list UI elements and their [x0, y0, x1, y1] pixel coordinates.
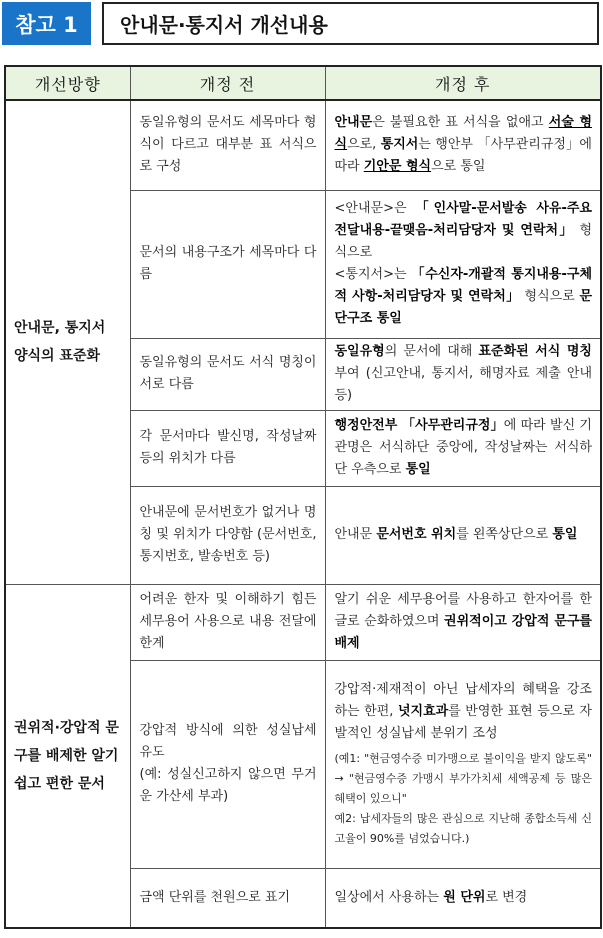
after-text: 문서번호 위치 — [376, 527, 457, 542]
before-text: 강압적 방식에 의한 성실납세 유도 — [139, 723, 317, 760]
after-cell — [325, 410, 601, 486]
after-text: 안내문 — [334, 115, 373, 131]
after-cell — [325, 584, 601, 660]
after-text: 서술 형식 — [334, 115, 593, 153]
after-text: 문단구조 통일 — [334, 289, 592, 326]
after-cell — [325, 486, 601, 584]
after-text: 를 반영한 표현 등으로 자발적인 성실납세 분위기 조성 — [334, 704, 592, 741]
column-header-before: 개정 전 — [130, 66, 325, 100]
before-text: (예: 성실신고하지 않으면 무거운 가산세 부과) — [139, 767, 317, 804]
after-text: 형식으로 — [334, 223, 592, 260]
table-header-row — [5, 66, 601, 100]
after-text: 은 불필요한 표 서식을 없애고 — [372, 115, 549, 131]
reference-badge: 참고 1 — [2, 2, 91, 45]
after-text: 통일 — [405, 462, 431, 477]
after-text: <안내문>은 — [334, 201, 416, 216]
after-text: 강압적·제재적이 아닌 납세자의 혜택을 강조하는 한편, — [334, 682, 592, 719]
before-cell: 문서의 내용구조가 세목마다 다름 — [130, 190, 325, 338]
before-cell: 안내문에 문서번호가 없거나 명칭 및 위치가 다양함 (문서번호, 통지번호, 발송번호 등) — [130, 486, 325, 584]
after-text: 기안문 형식 — [363, 159, 432, 175]
after-cell — [325, 868, 601, 928]
before-cell: 동일유형의 문서도 서식 명칭이 서로 다름 — [130, 338, 325, 410]
example-note: (예1: "현금영수증 미가맹으로 불이익을 받지 않도록" → "현금영수증 가맹시 부가가치세 세액공제 등 많은 혜택이 있으니" — [334, 752, 592, 805]
after-text: 부여 (신고안내, 통지서, 해명자료 제출 안내 등) — [334, 366, 592, 403]
before-cell: 금액 단위를 천원으로 표기 — [130, 868, 325, 928]
table-row — [5, 584, 601, 660]
before-cell: 각 문서마다 발신명, 작성날짜 등의 위치가 다름 — [130, 410, 325, 486]
after-text: 넛지효과 — [397, 704, 449, 719]
column-header-after: 개정 후 — [325, 66, 601, 100]
after-text: 원 단위 — [443, 889, 486, 905]
after-text: 로 변경 — [485, 889, 528, 905]
after-text: 「수신자-개괄적 통지내용-구체적 사항-처리담당자 및 연락처」 — [334, 267, 593, 304]
after-text: 동일유형 — [334, 344, 385, 359]
after-cell — [325, 100, 601, 190]
after-text: 의 문서에 대해 — [384, 344, 479, 359]
after-cell — [325, 190, 601, 338]
direction-plain-language: 권위적·강압적 문구를 배제한 알기 쉽고 편한 문서 — [5, 584, 130, 928]
after-text: 를 왼쪽상단으로 — [456, 527, 553, 542]
column-header-direction: 개선방향 — [5, 66, 130, 100]
after-cell — [325, 660, 601, 868]
example-note: 예2: 납세자들의 많은 관심으로 지난해 종합소득세 신고율이 90%를 넘었습니다.) — [334, 812, 592, 845]
table-row — [5, 100, 601, 190]
before-cell: 어려운 한자 및 이해하기 힘든 세무용어 사용으로 내용 전달에 한계 — [130, 584, 325, 660]
after-text: 에 따라 발신 기관명은 서식하단 중앙에, 작성날짜는 서식하단 우측으로 — [334, 418, 592, 477]
after-text: 「인사말-문서발송 사유-주요 전달내용-끝맺음-처리담당자 및 연락처」 — [334, 201, 592, 238]
improvement-table — [4, 65, 602, 929]
after-text: 안내문 — [334, 527, 377, 542]
after-text: 권위적이고 강압적 문구를 배제 — [334, 614, 592, 651]
after-text: 알기 쉬운 세무용어를 사용하고 한자어를 한글로 순화하였으며 — [334, 592, 592, 629]
page-title: 안내문·통지서 개선내용 — [102, 2, 599, 45]
after-cell — [325, 338, 601, 410]
after-text: <통지서>는 — [334, 267, 412, 282]
after-text: 통일 — [552, 527, 578, 542]
before-cell: 동일유형의 문서도 세목마다 형식이 다르고 대부분 표 서식으로 구성 — [130, 100, 325, 190]
after-text: 으로 통일 — [431, 159, 486, 175]
after-text: 는 행안부 「사무관리규정」에 따라 — [334, 137, 592, 175]
after-text: 행정안전부 「사무관리규정」 — [334, 418, 504, 433]
after-text: 일상에서 사용하는 — [334, 889, 444, 905]
after-text: 통지서 — [380, 137, 419, 153]
after-text: 형식으로 — [524, 289, 580, 304]
direction-standardization: 안내문, 통지서 양식의 표준화 — [5, 100, 130, 584]
after-text: 으로, — [347, 137, 381, 153]
before-cell — [130, 660, 325, 868]
after-text: 표준화된 서식 명칭 — [478, 344, 592, 359]
